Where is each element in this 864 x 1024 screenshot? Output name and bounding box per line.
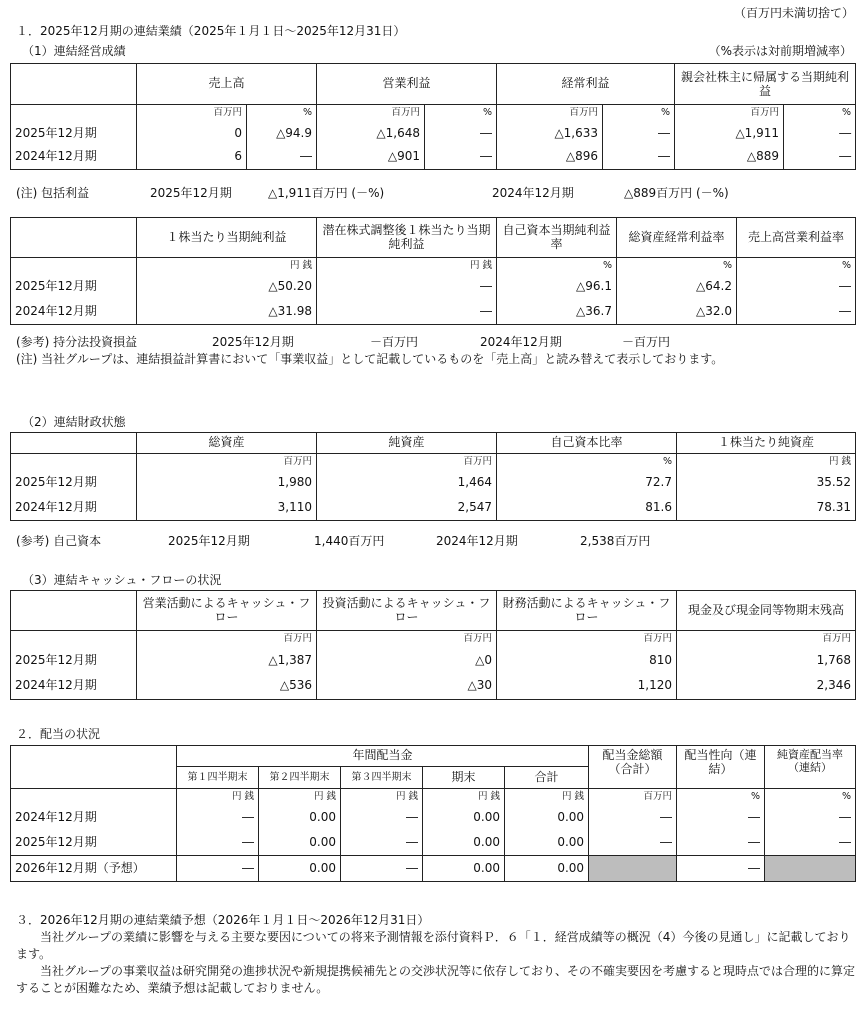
row-label: 2024年12月期 (11, 300, 137, 325)
table-row-forecast (11, 856, 856, 882)
shaded-cell (589, 856, 677, 882)
unit-label: % (737, 258, 856, 275)
row-label: 2025年12月期 (11, 122, 137, 146)
cell: ― (425, 122, 497, 146)
cell: △32.0 (617, 300, 737, 325)
header-ordinary-profit: 経常利益 (497, 64, 675, 105)
note-value: △889百万円 (－%) (624, 186, 729, 200)
table-row (11, 831, 856, 856)
cell: ― (341, 831, 423, 856)
operating-results-table (10, 63, 856, 170)
row-label: 2025年12月期 (11, 471, 137, 496)
unit-label: % (677, 789, 765, 806)
cell: 0.00 (505, 806, 589, 831)
header-q1: 第１四半期末 (177, 767, 259, 789)
cell: ― (677, 831, 765, 856)
cell: ― (765, 831, 856, 856)
cell: 0.00 (423, 806, 505, 831)
cash-flow-table (10, 590, 856, 700)
note-period: 2024年12月期 (492, 186, 574, 200)
cell: ― (589, 806, 677, 831)
unit-label: % (425, 105, 497, 122)
unit-label: 百万円 (497, 105, 603, 122)
cell: ― (677, 806, 765, 831)
header-total-assets: 総資産 (137, 433, 317, 454)
cell: △889 (675, 146, 784, 170)
unit-label: % (603, 105, 675, 122)
unit-label: % (497, 258, 617, 275)
unit-label: 百万円 (677, 631, 856, 648)
row-label: 2024年12月期 (11, 146, 137, 170)
cell: 72.7 (497, 471, 677, 496)
unit-label: 円 銭 (177, 789, 259, 806)
note-value: 2,538百万円 (580, 534, 651, 548)
note-period: 2024年12月期 (436, 534, 518, 548)
unit-label: 円 銭 (259, 789, 341, 806)
cell: △1,387 (137, 648, 317, 674)
header-diluted-eps: 潜在株式調整後１株当たり当期純利益 (317, 218, 497, 258)
cell: 0.00 (259, 856, 341, 882)
cell: 81.6 (497, 496, 677, 521)
section-2-title: ２．配当の状況 (16, 727, 101, 741)
cell: 0 (137, 122, 247, 146)
unit-label: 百万円 (497, 631, 677, 648)
unit-label: 百万円 (317, 631, 497, 648)
cell: ― (177, 831, 259, 856)
header-operating-cf: 営業活動によるキャッシュ・フロー (137, 591, 317, 631)
header-net-income: 親会社株主に帰属する当期純利益 (675, 64, 856, 105)
cell: ― (589, 831, 677, 856)
unit-label: 百万円 (317, 454, 497, 471)
cell: △96.1 (497, 275, 617, 300)
header-bps: １株当たり純資産 (677, 433, 856, 454)
row-label: 2025年12月期 (11, 275, 137, 300)
header-op-margin: 売上高営業利益率 (737, 218, 856, 258)
section-1-1-title: （1）連結経営成績 (22, 44, 126, 58)
header-total: 合計 (505, 767, 589, 789)
cell: 2,547 (317, 496, 497, 521)
cell: ― (677, 856, 765, 882)
header-payout-ratio: 配当性向（連結） (677, 746, 765, 789)
cell: ― (177, 806, 259, 831)
cell: ― (737, 275, 856, 300)
cell: △1,911 (675, 122, 784, 146)
section-3-title: ３．2026年12月期の連結業績予想（2026年１月１日～2026年12月31日） (16, 913, 430, 927)
cell: ― (784, 122, 856, 146)
comprehensive-income-note: (注) 包括利益 (16, 186, 90, 200)
header-roa: 総資産経常利益率 (617, 218, 737, 258)
header-net-assets: 純資産 (317, 433, 497, 454)
header-q2: 第２四半期末 (259, 767, 341, 789)
dividend-table (10, 745, 856, 882)
cell: 0.00 (259, 806, 341, 831)
forecast-paragraph-1: 当社グループの業績に影響を与える主要な要因についての将来予測情報を添付資料Ｐ．６「１．経営成績等の概況（4）今後の見通し」に記載しております。 (16, 930, 851, 961)
per-share-table (10, 217, 856, 325)
cell: △36.7 (497, 300, 617, 325)
cell: △0 (317, 648, 497, 674)
row-label: 2025年12月期 (11, 648, 137, 674)
cell: 0.00 (423, 831, 505, 856)
table-row (11, 674, 856, 700)
unit-label: % (247, 105, 317, 122)
unit-label: 円 銭 (677, 454, 856, 471)
cell: 0.00 (423, 856, 505, 882)
cell: △31.98 (137, 300, 317, 325)
cell: 3,110 (137, 496, 317, 521)
cell: △536 (137, 674, 317, 700)
cell: 0.00 (505, 831, 589, 856)
cell: 35.52 (677, 471, 856, 496)
unit-label: 百万円 (675, 105, 784, 122)
table-row (11, 122, 856, 146)
cell: ― (341, 856, 423, 882)
unit-label: % (784, 105, 856, 122)
unit-label: 円 銭 (317, 258, 497, 275)
table-row (11, 648, 856, 674)
unit-label: 円 銭 (137, 258, 317, 275)
cell: 0.00 (505, 856, 589, 882)
row-label: 2024年12月期 (11, 496, 137, 521)
unit-label: 百万円 (589, 789, 677, 806)
cell: 1,120 (497, 674, 677, 700)
cell: △50.20 (137, 275, 317, 300)
row-label: 2024年12月期 (11, 674, 137, 700)
unit-label: % (497, 454, 677, 471)
equity-method-note: (参考) 持分法投資損益 (16, 335, 138, 349)
note-period: 2025年12月期 (168, 534, 250, 548)
row-label: 2025年12月期 (11, 831, 177, 856)
table-row (11, 496, 856, 521)
header-roe: 自己資本当期純利益率 (497, 218, 617, 258)
note-period: 2025年12月期 (150, 186, 232, 200)
cell: ― (425, 146, 497, 170)
header-annual-dividend: 年間配当金 (177, 746, 589, 767)
table-row (11, 275, 856, 300)
note-value: －百万円 (370, 335, 419, 349)
note-value: 1,440百万円 (314, 534, 385, 548)
cell: △896 (497, 146, 603, 170)
cell: ― (317, 300, 497, 325)
header-investing-cf: 投資活動によるキャッシュ・フロー (317, 591, 497, 631)
unit-label: 円 銭 (341, 789, 423, 806)
header-doe: 純資産配当率（連結） (765, 746, 856, 789)
header-empty (11, 64, 137, 105)
header-q3: 第３四半期末 (341, 767, 423, 789)
equity-reference-note: (参考) 自己資本 (16, 534, 102, 548)
row-label: 2024年12月期 (11, 806, 177, 831)
note-value: △1,911百万円 (－%) (268, 186, 385, 200)
cell: 2,346 (677, 674, 856, 700)
cell: 1,464 (317, 471, 497, 496)
cell: △64.2 (617, 275, 737, 300)
cell: 1,768 (677, 648, 856, 674)
financial-position-table (10, 432, 856, 521)
cell: ― (603, 122, 675, 146)
unit-label: 百万円 (137, 631, 317, 648)
cell: △30 (317, 674, 497, 700)
header-eps: １株当たり当期純利益 (137, 218, 317, 258)
note-value: －百万円 (622, 335, 671, 349)
unit-note: （百万円未満切捨て） (733, 6, 854, 20)
cell: ― (784, 146, 856, 170)
cell: ― (737, 300, 856, 325)
cell: ― (765, 806, 856, 831)
cell: ― (177, 856, 259, 882)
section-1-title: １．2025年12月期の連結業績（2025年１月１日～2025年12月31日） (16, 24, 406, 38)
header-cash-balance: 現金及び現金同等物期末残高 (677, 591, 856, 631)
cell: 810 (497, 648, 677, 674)
cell: △901 (317, 146, 425, 170)
unit-label: 百万円 (317, 105, 425, 122)
unit-label: 円 銭 (505, 789, 589, 806)
cell: 78.31 (677, 496, 856, 521)
shaded-cell (765, 856, 856, 882)
sales-definition-note: (注) 当社グループは、連結損益計算書において「事業収益」として記載しているものを「売上高」と読み替えて表示しております。 (16, 352, 724, 366)
cell: △94.9 (247, 122, 317, 146)
table-row (11, 300, 856, 325)
unit-label: 百万円 (137, 105, 247, 122)
cell: 0.00 (259, 831, 341, 856)
unit-label: 百万円 (137, 454, 317, 471)
section-1-3-title: （3）連結キャッシュ・フローの状況 (22, 573, 222, 587)
section-1-2-title: （2）連結財政状態 (22, 415, 126, 429)
header-sales: 売上高 (137, 64, 317, 105)
cell: △1,648 (317, 122, 425, 146)
cell: ― (317, 275, 497, 300)
table-row (11, 806, 856, 831)
row-label: 2026年12月期（予想） (11, 856, 177, 882)
table-row (11, 146, 856, 170)
percent-note: （%表示は対前期増減率） (708, 44, 852, 58)
header-year-end: 期末 (423, 767, 505, 789)
cell: ― (341, 806, 423, 831)
cell: 6 (137, 146, 247, 170)
cell: ― (247, 146, 317, 170)
cell: ― (603, 146, 675, 170)
header-equity-ratio: 自己資本比率 (497, 433, 677, 454)
header-operating-profit: 営業利益 (317, 64, 497, 105)
forecast-paragraph-2: 当社グループの事業収益は研究開発の進捗状況や新規提携候補先との交渉状況等に依存しており、その不確実要因を考慮すると現時点では合理的に算定することが困難なため、業績予想は記載しておりません。 (16, 964, 856, 995)
note-period: 2025年12月期 (212, 335, 294, 349)
table-row (11, 471, 856, 496)
cell: 1,980 (137, 471, 317, 496)
note-period: 2024年12月期 (480, 335, 562, 349)
cell: △1,633 (497, 122, 603, 146)
header-financing-cf: 財務活動によるキャッシュ・フロー (497, 591, 677, 631)
unit-label: 円 銭 (423, 789, 505, 806)
unit-label: % (617, 258, 737, 275)
header-total-dividend: 配当金総額（合計） (589, 746, 677, 789)
unit-label: % (765, 789, 856, 806)
